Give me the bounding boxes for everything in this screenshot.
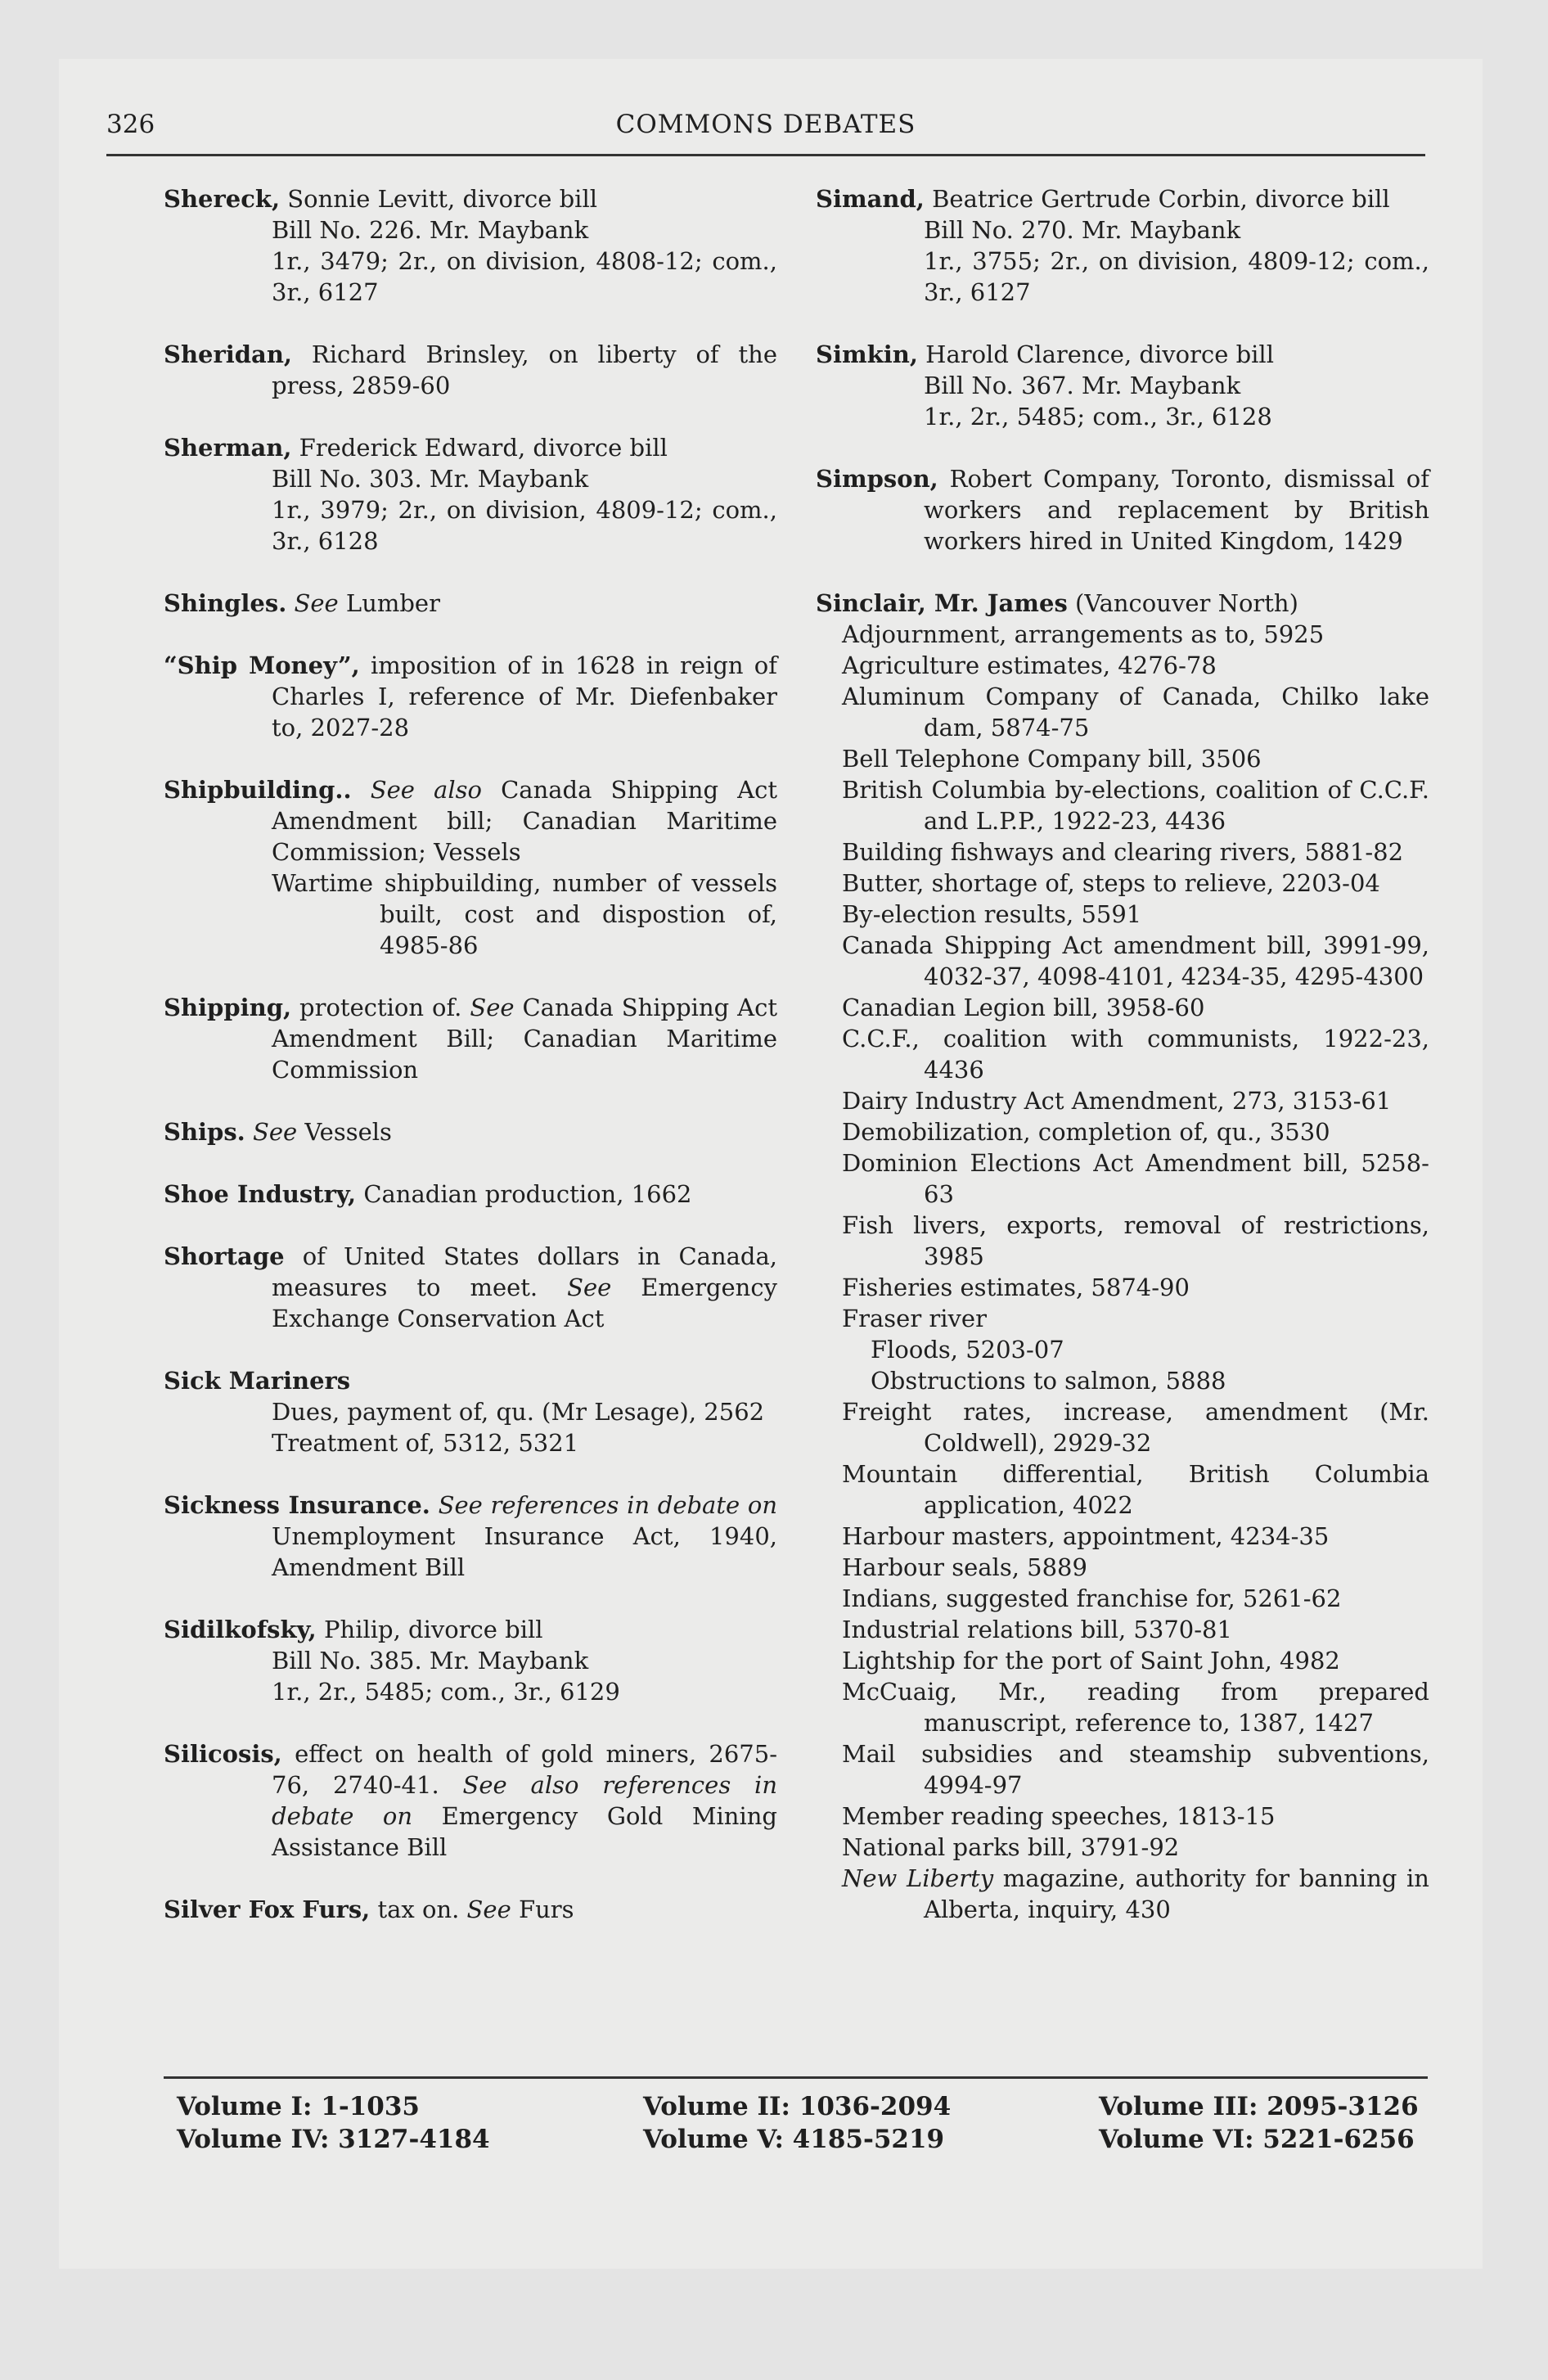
right-column — [816, 183, 1429, 1925]
index-entry: Simpson, Robert Company, Toronto, dismissal of workers and replacement by British workers hired in United Kingdom, 1429 — [816, 465, 1429, 555]
list-item: Demobilization, completion of, qu., 3530 — [842, 1118, 1330, 1146]
list-item: Dairy Industry Act Amendment, 273, 3153-61 — [842, 1087, 1392, 1115]
list-item: Agriculture estimates, 4276-78 — [842, 651, 1217, 679]
page-number: 326 — [106, 110, 155, 139]
list-item: Bell Telephone Company bill, 3506 — [842, 745, 1262, 773]
list-item: Floods, 5203-07 — [871, 1336, 1064, 1364]
list-item: Indians, suggested franchise for, 5261-62 — [842, 1584, 1342, 1612]
index-entry: Shortage of United States dollars in Canada, measures to meet. See Emergency Exchange Conservation Act — [164, 1242, 777, 1332]
footer-volumes-col3: Volume III: 2095-3126 Volume VI: 5221-6256 — [1099, 2092, 1419, 2154]
index-entry: Shingles. See Lumber — [164, 589, 440, 617]
page-header — [106, 106, 1425, 147]
index-entry: Silver Fox Furs, tax on. See Furs — [164, 1895, 574, 1923]
list-item: Obstructions to salmon, 5888 — [871, 1367, 1226, 1395]
footer-volumes-col1: Volume I: 1-1035 Volume IV: 3127-4184 — [177, 2092, 490, 2154]
list-item: Butter, shortage of, steps to relieve, 2203-04 — [842, 869, 1380, 897]
list-item: British Columbia by-elections, coalition of C.C.F. and L.P.P., 1922-23, 4436 — [842, 776, 1429, 835]
index-entry: Ships. See Vessels — [164, 1118, 392, 1146]
footer-volumes-col2: Volume II: 1036-2094 Volume V: 4185-5219 — [643, 2092, 952, 2154]
list-item: C.C.F., coalition with communists, 1922-23, 4436 — [842, 1025, 1429, 1084]
index-entry: Shereck, Sonnie Levitt, divorce bill Bill No. 226. Mr. Maybank 1r., 3479; 2r., on division, 4808-12; com., 3r., 6127 — [164, 185, 777, 306]
index-entry: Sickness Insurance. See references in debate on Unemployment Insurance Act, 1940, Amendment Bill — [164, 1491, 777, 1581]
index-entry: Sheridan, Richard Brinsley, on liberty of the press, 2859-60 — [164, 340, 777, 399]
list-item: Harbour masters, appointment, 4234-35 — [842, 1522, 1330, 1550]
list-item: Mountain differential, British Columbia application, 4022 — [842, 1460, 1429, 1519]
list-item: McCuaig, Mr., reading from prepared manuscript, reference to, 1387, 1427 — [842, 1678, 1429, 1737]
page-title: COMMONS DEBATES — [615, 110, 916, 139]
index-entry: Shipbuilding.. See also Canada Shipping Act Amendment bill; Canadian Maritime Commission; Vessels Wartime shipbuilding, number of vessels built, cost and dispostion of, 4985-86 — [164, 776, 777, 959]
header-rule — [106, 154, 1425, 156]
list-item: Mail subsidies and steamship subventions, 4994-97 — [842, 1740, 1429, 1799]
list-item: Member reading speeches, 1813-15 — [842, 1802, 1276, 1830]
list-item: Freight rates, increase, amendment (Mr. Coldwell), 2929-32 — [842, 1398, 1429, 1457]
list-item: Canadian Legion bill, 3958-60 — [842, 994, 1205, 1021]
list-item: Industrial relations bill, 5370-81 — [842, 1616, 1232, 1643]
index-entry: Sick Mariners Dues, payment of, qu. (Mr Lesage), 2562 Treatment of, 5312, 5321 — [164, 1367, 765, 1457]
list-item: Building fishways and clearing rivers, 5881-82 — [842, 838, 1404, 866]
list-item: Lightship for the port of Saint John, 4982 — [842, 1647, 1340, 1675]
list-item: New Liberty magazine, authority for banning in Alberta, inquiry, 430 — [842, 1864, 1429, 1923]
footer-rule — [164, 2076, 1428, 2079]
list-item: By-election results, 5591 — [842, 900, 1142, 928]
list-item: Fish livers, exports, removal of restrictions, 3985 — [842, 1211, 1429, 1270]
list-item: Aluminum Company of Canada, Chilko lake dam, 5874-75 — [842, 683, 1429, 741]
list-item: Dominion Elections Act Amendment bill, 5258-63 — [842, 1149, 1429, 1208]
index-entry: “Ship Money”, imposition of in 1628 in reign of Charles I, reference of Mr. Diefenbaker to, 2027-28 — [164, 651, 777, 741]
index-entry: Shipping, protection of. See Canada Shipping Act Amendment Bill; Canadian Maritime Commission — [164, 994, 777, 1084]
index-entry: Shoe Industry, Canadian production, 1662 — [164, 1180, 692, 1208]
list-item: Adjournment, arrangements as to, 5925 — [842, 620, 1325, 648]
list-item: Fisheries estimates, 5874-90 — [842, 1273, 1190, 1301]
sinclair-subentries — [816, 619, 1429, 1863]
list-item: Fraser river — [842, 1305, 987, 1332]
index-entry: Simand, Beatrice Gertrude Corbin, divorce bill Bill No. 270. Mr. Maybank 1r., 3755; 2r., on division, 4809-12; com., 3r., 6127 — [816, 185, 1429, 306]
list-item: Harbour seals, 5889 — [842, 1553, 1087, 1581]
index-entry-sinclair: Sinclair, Mr. James (Vancouver North) Adjournment, arrangements as to, 5925 Agriculture estimates, 4276-78 Aluminum Company of Canada, Chilko lake dam, 5874-75 Bell Telephone Company bill, 3506 British Columbia by-elections, coalition of C.C.F. and L.P.P., 1922-23, 4436 Building fishways and clearing rivers, 5881-82 Butter, shortage of, steps to relieve, 2203-04 By-election results, 5591 Canada Shipping Act amendment bill, 3991-99, 4032-37, 4098-4101, 4234-35, 4295-4300 Canadian Legion bill, 3958-60 C.C.F., coalition with communists, 1922-23, 4436 Dairy Industry Act Amendment, 273, 3153-61 Demobilization, completion of, qu., 3530 Dominion Elections Act Amendment bill, 5258-63 Fish livers, exports, removal of restrictions, 3985 Fisheries estimates, 5874-90 Fraser river Floods, 5203-07 Obstructions to salmon, 5888 Freight rates, increase, amendment (Mr. Coldwell), 2929-32 Mountain differential, British Columbia application, 4022 Harbour masters, appointment, 4234-35 Harbour seals, 5889 Indians, suggested franchise for, 5261-62 Industrial relations bill, 5370-81 Lightship for the port of Saint John, 4982 McCuaig, Mr., reading from prepared manuscript, reference to, 1387, 1427 Mail subsidies and steamship subventions, 4994-97 Member reading speeches, 1813-15 National parks bill, 3791-92 New Liberty magazine, authority for banning in Alberta, inquiry, 430 — [816, 589, 1429, 1923]
list-item: National parks bill, 3791-92 — [842, 1833, 1180, 1861]
index-entry: Sherman, Frederick Edward, divorce bill Bill No. 303. Mr. Maybank 1r., 3979; 2r., on division, 4809-12; com., 3r., 6128 — [164, 434, 777, 555]
index-entry: Silicosis, effect on health of gold miners, 2675-76, 2740-41. See also references in debate on Emergency Gold Mining Assistance Bill — [164, 1740, 777, 1861]
left-column — [164, 183, 777, 1956]
index-entry: Sidilkofsky, Philip, divorce bill Bill No. 385. Mr. Maybank 1r., 2r., 5485; com., 3r., 6129 — [164, 1616, 620, 1706]
list-item: Canada Shipping Act amendment bill, 3991-99, 4032-37, 4098-4101, 4234-35, 4295-4300 — [842, 931, 1429, 990]
index-entry: Simkin, Harold Clarence, divorce bill Bill No. 367. Mr. Maybank 1r., 2r., 5485; com., 3r., 6128 — [816, 340, 1274, 430]
